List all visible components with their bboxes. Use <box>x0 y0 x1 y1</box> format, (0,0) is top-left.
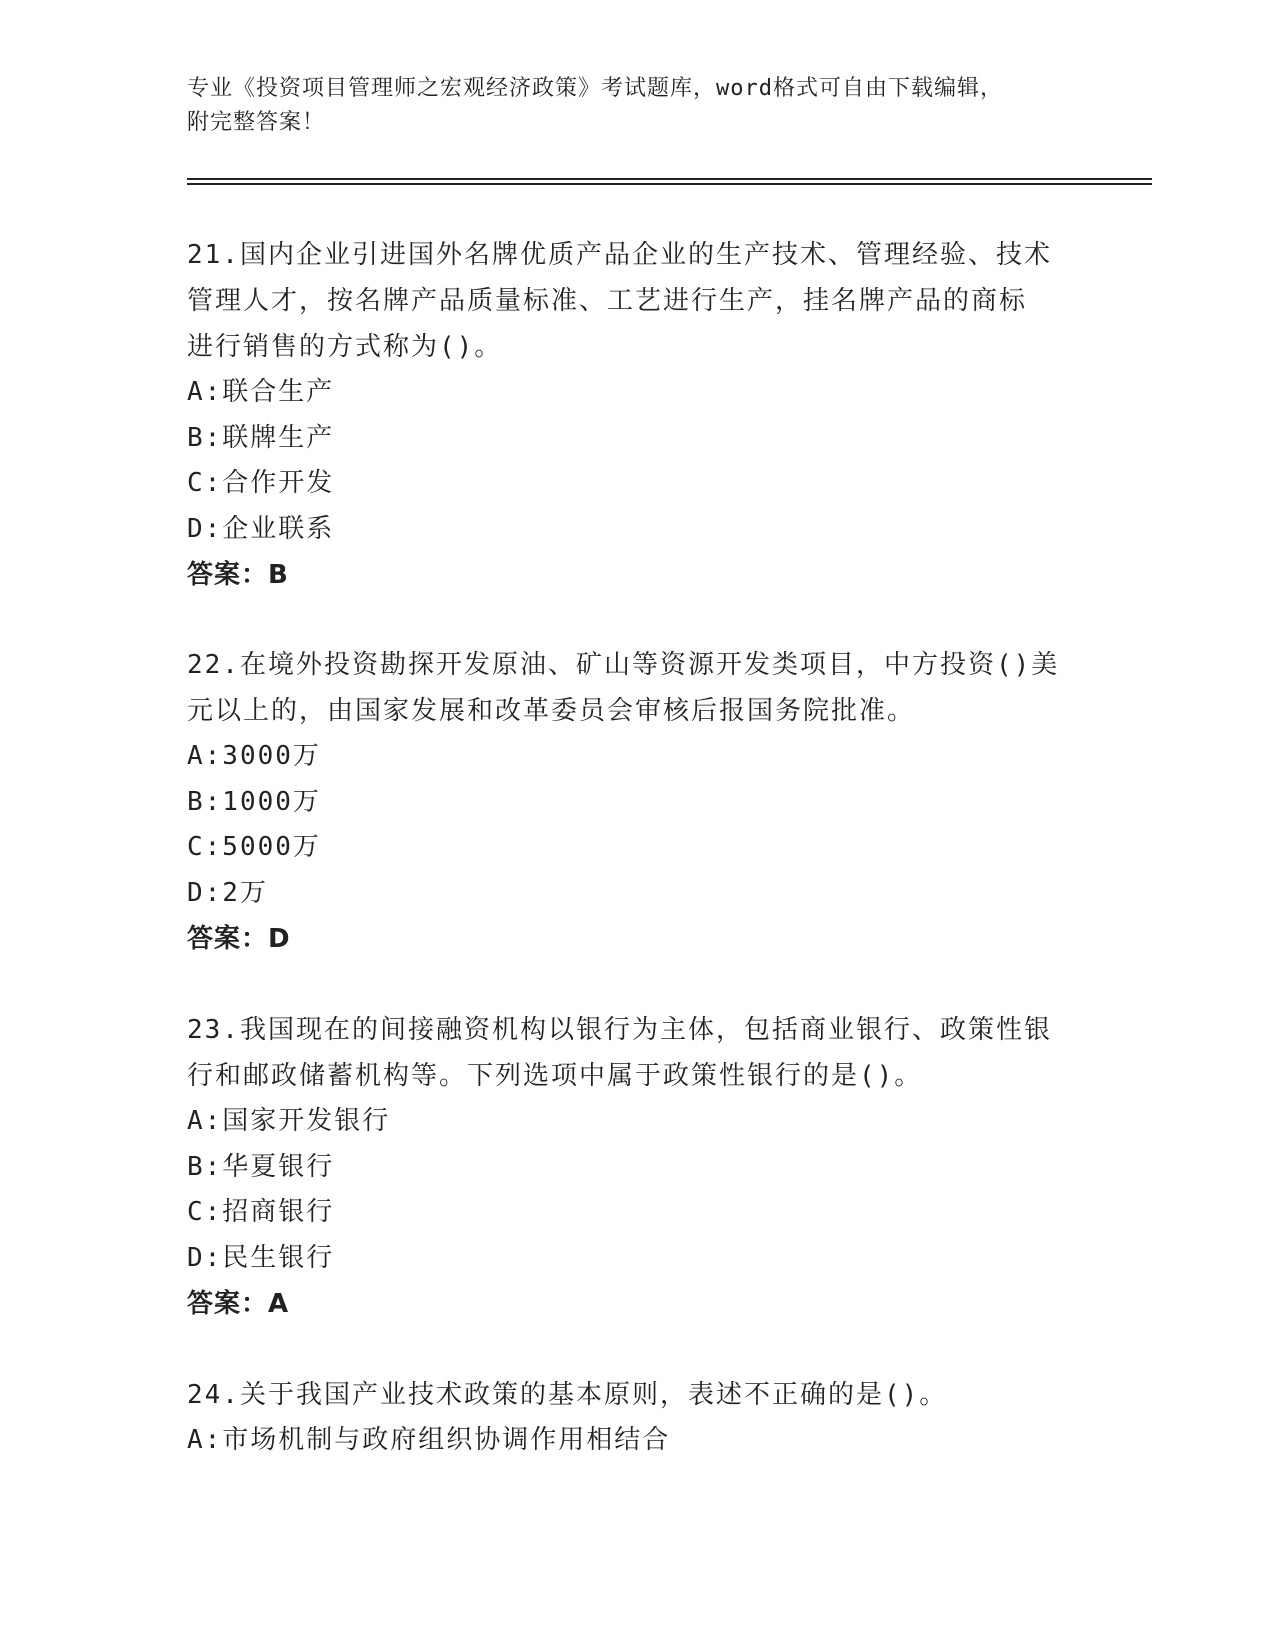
header-divider-top <box>187 178 1152 180</box>
document-header <box>187 72 1087 140</box>
question-24 <box>187 1372 1087 1464</box>
question-stem-line: 22.在境外投资勘探开发原油、矿山等资源开发类项目，中方投资()美 <box>187 650 1060 680</box>
option-a: A:3000万 <box>187 741 321 771</box>
option-c: C:招商银行 <box>187 1197 335 1227</box>
question-stem-line: 进行销售的方式称为()。 <box>187 332 503 362</box>
option-b: B:1000万 <box>187 786 321 817</box>
question-stem-line: 管理人才，按名牌产品质量标准、工艺进行生产，挂名牌产品的商标 <box>187 286 1028 316</box>
question-stem-line: 行和邮政储蓄机构等。下列选项中属于政策性银行的是()。 <box>187 1061 923 1091</box>
question-21 <box>187 232 1087 598</box>
option-d: D:企业联系 <box>187 513 335 544</box>
option-a: A:国家开发银行 <box>187 1106 391 1136</box>
question-stem-line: 21.国内企业引进国外名牌优质产品企业的生产技术、管理经验、技术 <box>187 240 1052 270</box>
question-23 <box>187 1007 1087 1327</box>
header-line-1: 专业《投资项目管理师之宏观经济政策》考试题库，word格式可自由下载编辑， <box>187 76 1003 101</box>
option-a: A:市场机制与政府组织协调作用相结合 <box>187 1425 671 1455</box>
header-line-2: 附完整答案！ <box>187 110 326 135</box>
answer-line: 答案：B <box>187 560 289 590</box>
option-d: D:2万 <box>187 877 268 908</box>
answer-line: 答案：A <box>187 1289 290 1319</box>
answer-line: 答案：D <box>187 924 291 954</box>
option-a: A:联合生产 <box>187 377 335 407</box>
option-b: B:联牌生产 <box>187 422 335 453</box>
question-stem-line: 23.我国现在的间接融资机构以银行为主体，包括商业银行、政策性银 <box>187 1015 1052 1045</box>
option-c: C:5000万 <box>187 832 321 862</box>
header-divider-bottom <box>187 183 1152 185</box>
question-stem-line: 元以上的，由国家发展和改革委员会审核后报国务院批准。 <box>187 696 916 726</box>
option-c: C:合作开发 <box>187 468 335 498</box>
question-stem-line: 24.关于我国产业技术政策的基本原则，表述不正确的是()。 <box>187 1380 948 1410</box>
option-d: D:民生银行 <box>187 1242 335 1273</box>
question-22 <box>187 642 1087 962</box>
option-b: B:华夏银行 <box>187 1151 335 1182</box>
